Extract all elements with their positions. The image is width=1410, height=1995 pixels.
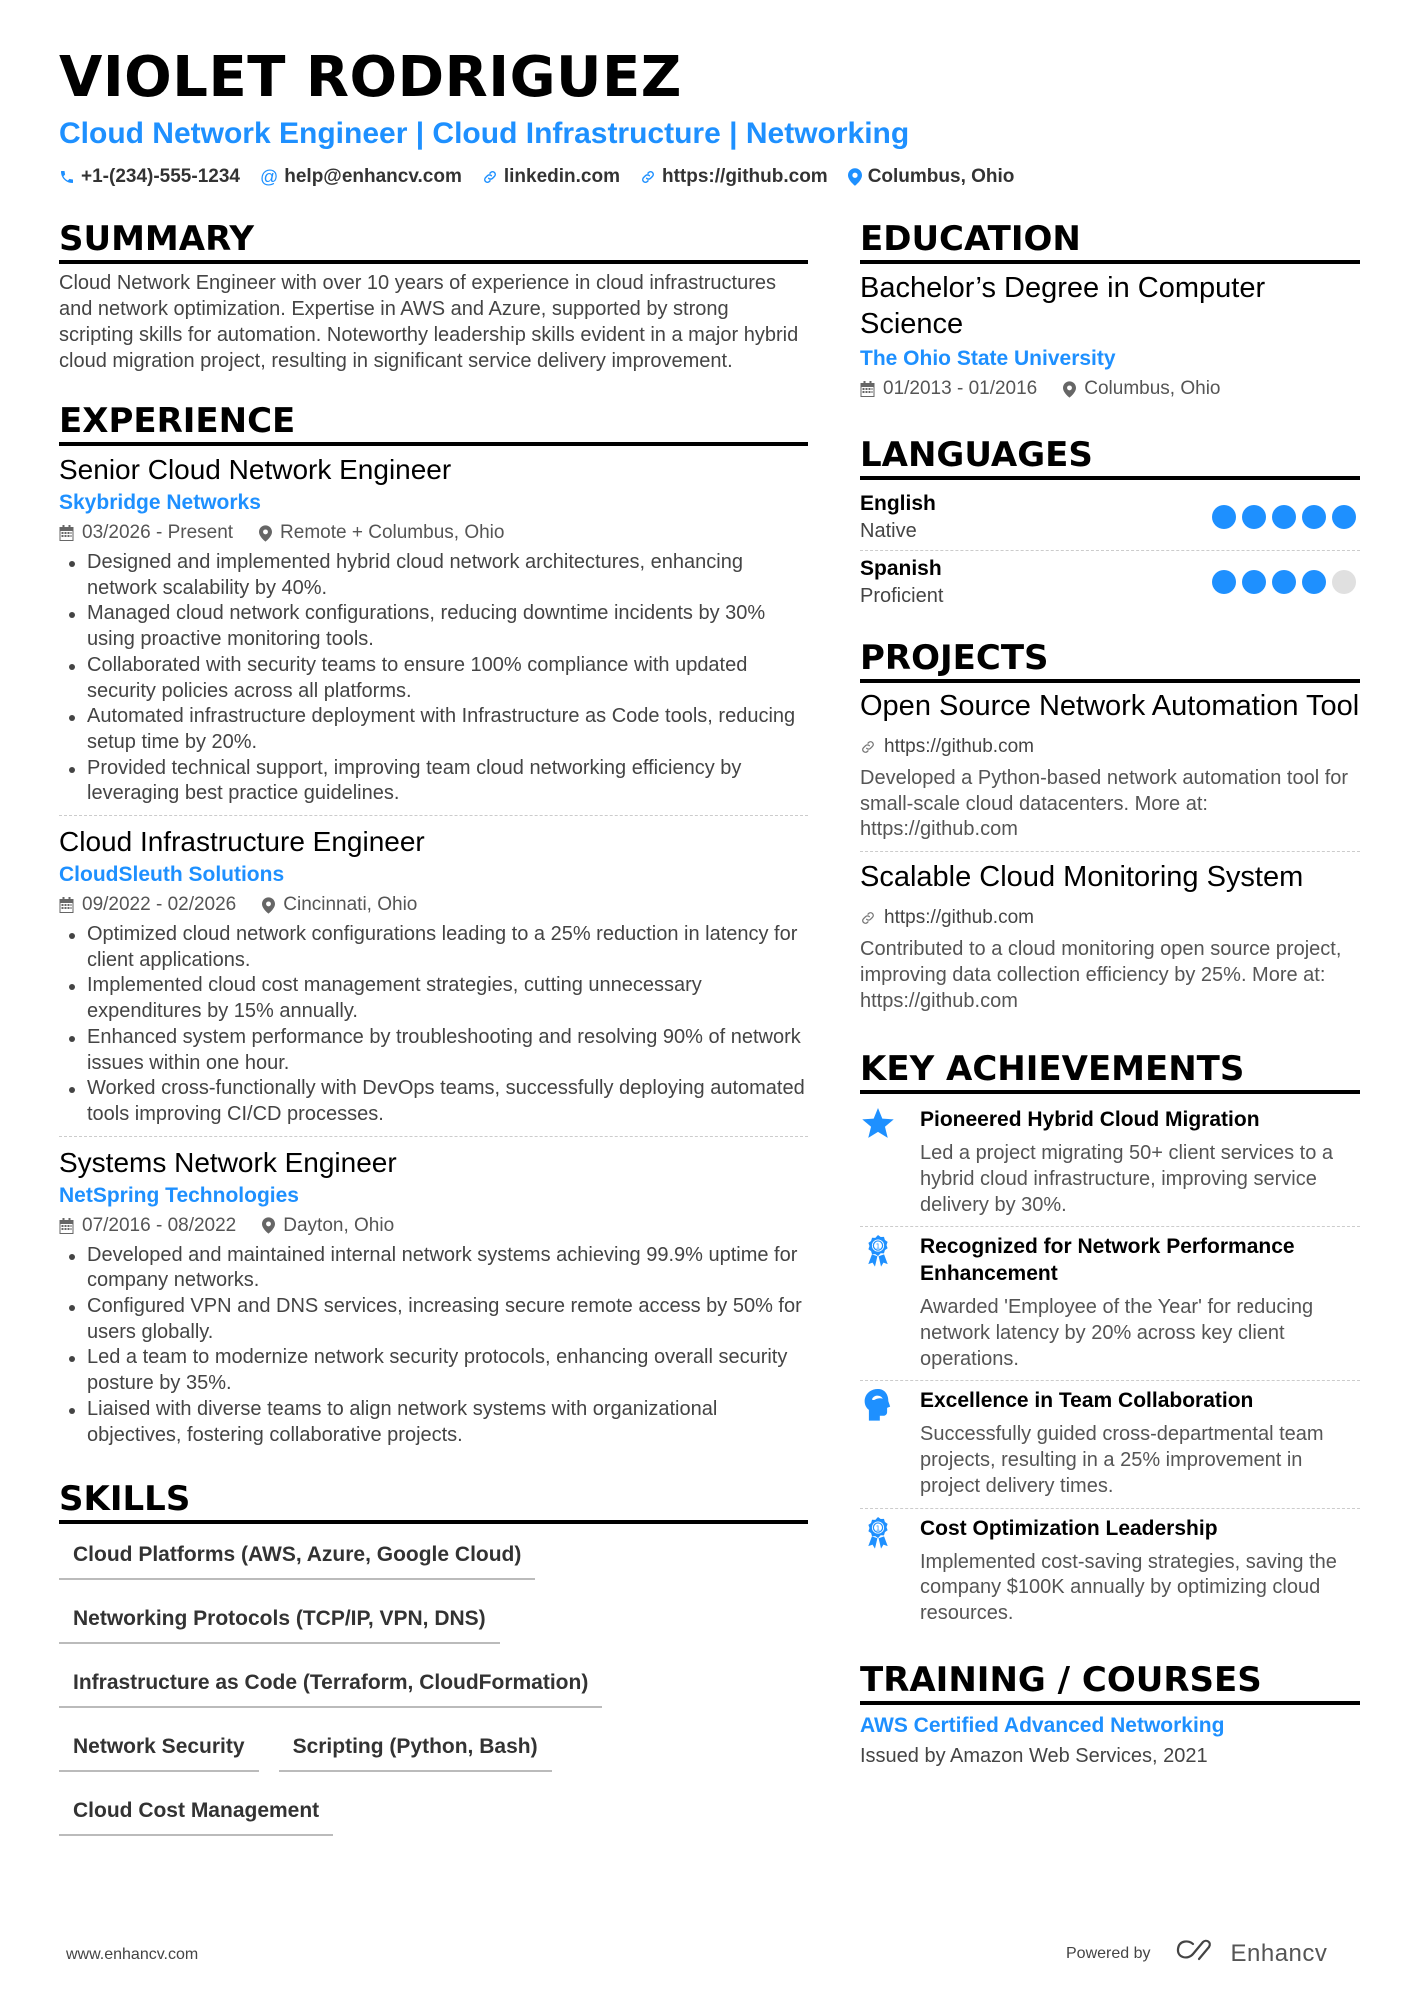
skill-tag: Network Security <box>59 1722 259 1772</box>
section-heading: KEY ACHIEVEMENTS <box>860 1048 1360 1094</box>
resume-header <box>59 44 1359 188</box>
left-column <box>59 218 808 1872</box>
language-rating <box>1212 505 1356 529</box>
rating-dot-filled <box>1302 505 1326 529</box>
job-title: Systems Network Engineer <box>59 1146 397 1178</box>
rating-dot-filled <box>1242 570 1266 594</box>
education-section <box>860 218 1360 404</box>
location-text: Remote + Columbus, Ohio <box>280 522 505 543</box>
contact-location <box>848 166 1015 188</box>
language-name: Spanish <box>860 557 942 580</box>
dates-text: 09/2022 - 02/2026 <box>82 894 237 916</box>
achievement-description: Implemented cost-saving strategies, saving the company $100K annually by optimizing cloud resources. <box>920 1550 1337 1624</box>
job-dates <box>59 890 236 920</box>
company-name: Skybridge Networks <box>59 491 261 514</box>
email-text: help@enhancv.com <box>284 166 462 187</box>
bullet-item: Led a team to modernize network security protocols, enhancing overall security posture by 35%. <box>59 1345 808 1396</box>
skill-tag: Cloud Cost Management <box>59 1786 333 1836</box>
languages-section <box>860 434 1360 615</box>
skill-tag: Cloud Platforms (AWS, Azure, Google Cloud) <box>59 1530 535 1580</box>
bullet-item: Designed and implemented hybrid cloud network architectures, enhancing network scalability by 40%. <box>59 550 808 601</box>
language-level: Proficient <box>860 585 944 607</box>
section-heading: SUMMARY <box>59 218 808 264</box>
bullet-item: Configured VPN and DNS services, increasing secure remote access by 50% for users globally. <box>59 1294 808 1345</box>
skill-tag: Networking Protocols (TCP/IP, VPN, DNS) <box>59 1594 500 1644</box>
award-ribbon-icon <box>860 1515 896 1627</box>
bullet-item: Provided technical support, improving team cloud networking efficiency by leveraging best practice guidelines. <box>59 756 808 807</box>
contact-github[interactable] <box>640 166 828 188</box>
link-icon <box>640 169 656 185</box>
rating-dot-filled <box>1272 570 1296 594</box>
achievement-title: Excellence in Team Collaboration <box>920 1389 1254 1413</box>
project-entry <box>860 860 1360 1022</box>
bullet-item: Developed and maintained internal network systems achieving 99.9% uptime for company networks. <box>59 1243 808 1294</box>
section-heading: EXPERIENCE <box>59 400 808 446</box>
achievements-section <box>860 1048 1360 1634</box>
job-meta <box>59 518 808 548</box>
link-icon <box>482 169 498 185</box>
job-title: Senior Cloud Network Engineer <box>59 454 452 485</box>
job-meta <box>59 890 808 920</box>
achievement-item <box>860 1227 1360 1381</box>
rating-dot-empty <box>1332 570 1356 594</box>
head-brain-icon <box>860 1387 896 1499</box>
achievement-description: Led a project migrating 50+ client services to a hybrid cloud infrastructure, improving service delivery by 30%. <box>920 1142 1333 1216</box>
project-entry <box>860 689 1360 852</box>
location-pin-icon <box>1063 381 1076 398</box>
training-section <box>860 1659 1360 1771</box>
skill-tag: Scripting (Python, Bash) <box>279 1722 552 1772</box>
job-title: Cloud Infrastructure Engineer <box>59 826 425 858</box>
location-pin-icon <box>262 1217 275 1234</box>
rating-dot-filled <box>1272 505 1296 529</box>
job-location <box>262 1211 394 1241</box>
location-text: Columbus, Ohio <box>1084 378 1221 399</box>
footer-website[interactable]: www.enhancv.com <box>66 1946 199 1963</box>
bullet-item: Collaborated with security teams to ensure 100% compliance with updated security policies across all platforms. <box>59 653 808 704</box>
job-entry <box>59 824 808 1137</box>
phone-text: +1-(234)-555-1234 <box>81 166 240 187</box>
rating-dot-filled <box>1212 570 1236 594</box>
brand-name: Enhancv <box>1230 1939 1328 1967</box>
achievement-item <box>860 1100 1360 1227</box>
linkedin-text: linkedin.com <box>503 166 620 187</box>
job-location <box>259 518 504 548</box>
candidate-title: Cloud Network Engineer | Cloud Infrastructure | Networking <box>59 117 910 150</box>
edu-dates <box>860 374 1037 404</box>
bullet-item: Implemented cloud cost management strategies, cutting unnecessary expenditures by 15% annually. <box>59 973 808 1024</box>
location-text: Columbus, Ohio <box>867 166 1015 187</box>
project-link[interactable] <box>860 734 1360 760</box>
dates-text: 07/2016 - 08/2022 <box>82 1214 237 1236</box>
school-name: The Ohio State University <box>860 347 1116 370</box>
degree: Bachelor’s Degree in Computer Science <box>860 272 1266 340</box>
right-column <box>860 218 1360 1793</box>
dates-text: 03/2026 - Present <box>82 522 234 543</box>
bullet-item: Enhanced system performance by troubleshooting and resolving 90% of network issues within one hour. <box>59 1025 808 1076</box>
achievement-title: Recognized for Network Performance Enhancement <box>920 1235 1295 1286</box>
education-meta <box>860 374 1360 404</box>
language-item <box>860 551 1360 615</box>
section-heading: LANGUAGES <box>860 434 1360 480</box>
calendar-icon <box>59 525 74 541</box>
bullet-item: Worked cross-functionally with DevOps teams, successfully deploying automated tools improving CI/CD processes. <box>59 1076 808 1127</box>
achievement-description: Awarded 'Employee of the Year' for reducing network latency by 20% across key client operations. <box>920 1296 1314 1370</box>
summary-text: Cloud Network Engineer with over 10 years of experience in cloud infrastructures and network optimization. Expertise in AWS and Azure, supported by strong scripting skills for automation. Noteworthy leadership skills evident in a major hybrid cloud migration project, resulting in significant service delivery improvement. <box>59 272 799 372</box>
section-heading: SKILLS <box>59 1478 808 1524</box>
section-heading: TRAINING / COURSES <box>860 1659 1360 1705</box>
rating-dot-filled <box>1242 505 1266 529</box>
powered-by-label: Powered by <box>1066 1944 1151 1962</box>
footer-branding <box>1066 1938 1327 1969</box>
project-link-text: https://github.com <box>884 736 1034 757</box>
achievement-item <box>860 1509 1360 1635</box>
bullet-item: Liaised with diverse teams to align network systems with organizational objectives, fostering collaborative projects. <box>59 1397 808 1448</box>
course-name: AWS Certified Advanced Networking <box>860 1713 1225 1737</box>
edu-location <box>1063 374 1220 404</box>
bullet-item: Managed cloud network configurations, reducing downtime incidents by 30% using proactive monitoring tools. <box>59 601 808 652</box>
company-name: CloudSleuth Solutions <box>59 863 285 887</box>
award-ribbon-icon <box>860 1233 896 1372</box>
rating-dot-filled <box>1332 505 1356 529</box>
job-bullets <box>59 550 808 807</box>
project-link[interactable] <box>860 905 1360 931</box>
company-name: NetSpring Technologies <box>59 1183 299 1207</box>
calendar-icon <box>59 897 74 913</box>
skill-tag: Infrastructure as Code (Terraform, CloudFormation) <box>59 1658 602 1708</box>
rating-dot-filled <box>1212 505 1236 529</box>
achievement-title: Pioneered Hybrid Cloud Migration <box>920 1108 1260 1132</box>
job-dates <box>59 1211 236 1241</box>
job-dates <box>59 518 233 548</box>
section-heading: PROJECTS <box>860 637 1360 683</box>
language-rating <box>1212 570 1356 594</box>
experience-section <box>59 400 808 1456</box>
language-item <box>860 486 1360 551</box>
job-entry <box>59 452 808 816</box>
contact-row <box>59 166 1359 188</box>
contact-email[interactable] <box>260 166 462 188</box>
summary-section <box>59 218 808 374</box>
project-description: Contributed to a cloud monitoring open source project, improving data collection efficiency by 25%. More at: https://github.com <box>860 938 1342 1012</box>
location-pin-icon <box>848 168 862 186</box>
job-bullets <box>59 922 808 1128</box>
at-icon: @ <box>259 166 279 187</box>
project-link-text: https://github.com <box>884 907 1034 929</box>
language-name: English <box>860 492 936 515</box>
enhancv-logo-icon <box>1175 1938 1221 1969</box>
github-text: https://github.com <box>662 166 828 187</box>
section-heading: EDUCATION <box>860 218 1360 264</box>
location-text: Cincinnati, Ohio <box>283 894 418 916</box>
job-entry <box>59 1145 808 1457</box>
candidate-name: VIOLET RODRIGUEZ <box>59 45 682 110</box>
language-level: Native <box>860 520 917 542</box>
calendar-icon <box>860 381 875 397</box>
star-icon <box>860 1106 896 1218</box>
bullet-item: Automated infrastructure deployment with Infrastructure as Code tools, reducing setup time by 20%. <box>59 704 808 755</box>
project-description: Developed a Python-based network automation tool for small-scale cloud datacenters. More at: https://github.com <box>860 767 1349 841</box>
calendar-icon <box>59 1218 74 1234</box>
projects-section <box>860 637 1360 1022</box>
location-text: Dayton, Ohio <box>283 1214 395 1236</box>
location-pin-icon <box>259 525 272 542</box>
job-location <box>262 890 417 920</box>
location-pin-icon <box>262 897 275 914</box>
achievement-title: Cost Optimization Leadership <box>920 1516 1218 1540</box>
svg-text:1: 1 <box>875 1241 881 1251</box>
bullet-item: Optimized cloud network configurations leading to a 25% reduction in latency for client applications. <box>59 922 808 973</box>
project-title: Open Source Network Automation Tool <box>860 690 1360 722</box>
job-bullets <box>59 1243 808 1449</box>
project-title: Scalable Cloud Monitoring System <box>860 861 1304 894</box>
contact-linkedin[interactable] <box>482 166 620 188</box>
brand-logo[interactable] <box>1175 1938 1328 1969</box>
link-icon <box>860 739 876 755</box>
link-icon <box>860 910 876 926</box>
phone-icon <box>59 169 75 185</box>
dates-text: 01/2013 - 01/2016 <box>883 378 1038 399</box>
achievement-description: Successfully guided cross-departmental team projects, resulting in a 25% improvement in project delivery times. <box>920 1423 1324 1497</box>
skills-section <box>59 1478 808 1850</box>
svg-text:1: 1 <box>875 1522 881 1532</box>
rating-dot-filled <box>1302 570 1326 594</box>
course-issuer: Issued by Amazon Web Services, 2021 <box>860 1744 1208 1767</box>
job-meta <box>59 1211 808 1241</box>
achievement-item <box>860 1381 1360 1508</box>
contact-phone[interactable] <box>59 166 240 188</box>
skills-list <box>59 1530 808 1850</box>
